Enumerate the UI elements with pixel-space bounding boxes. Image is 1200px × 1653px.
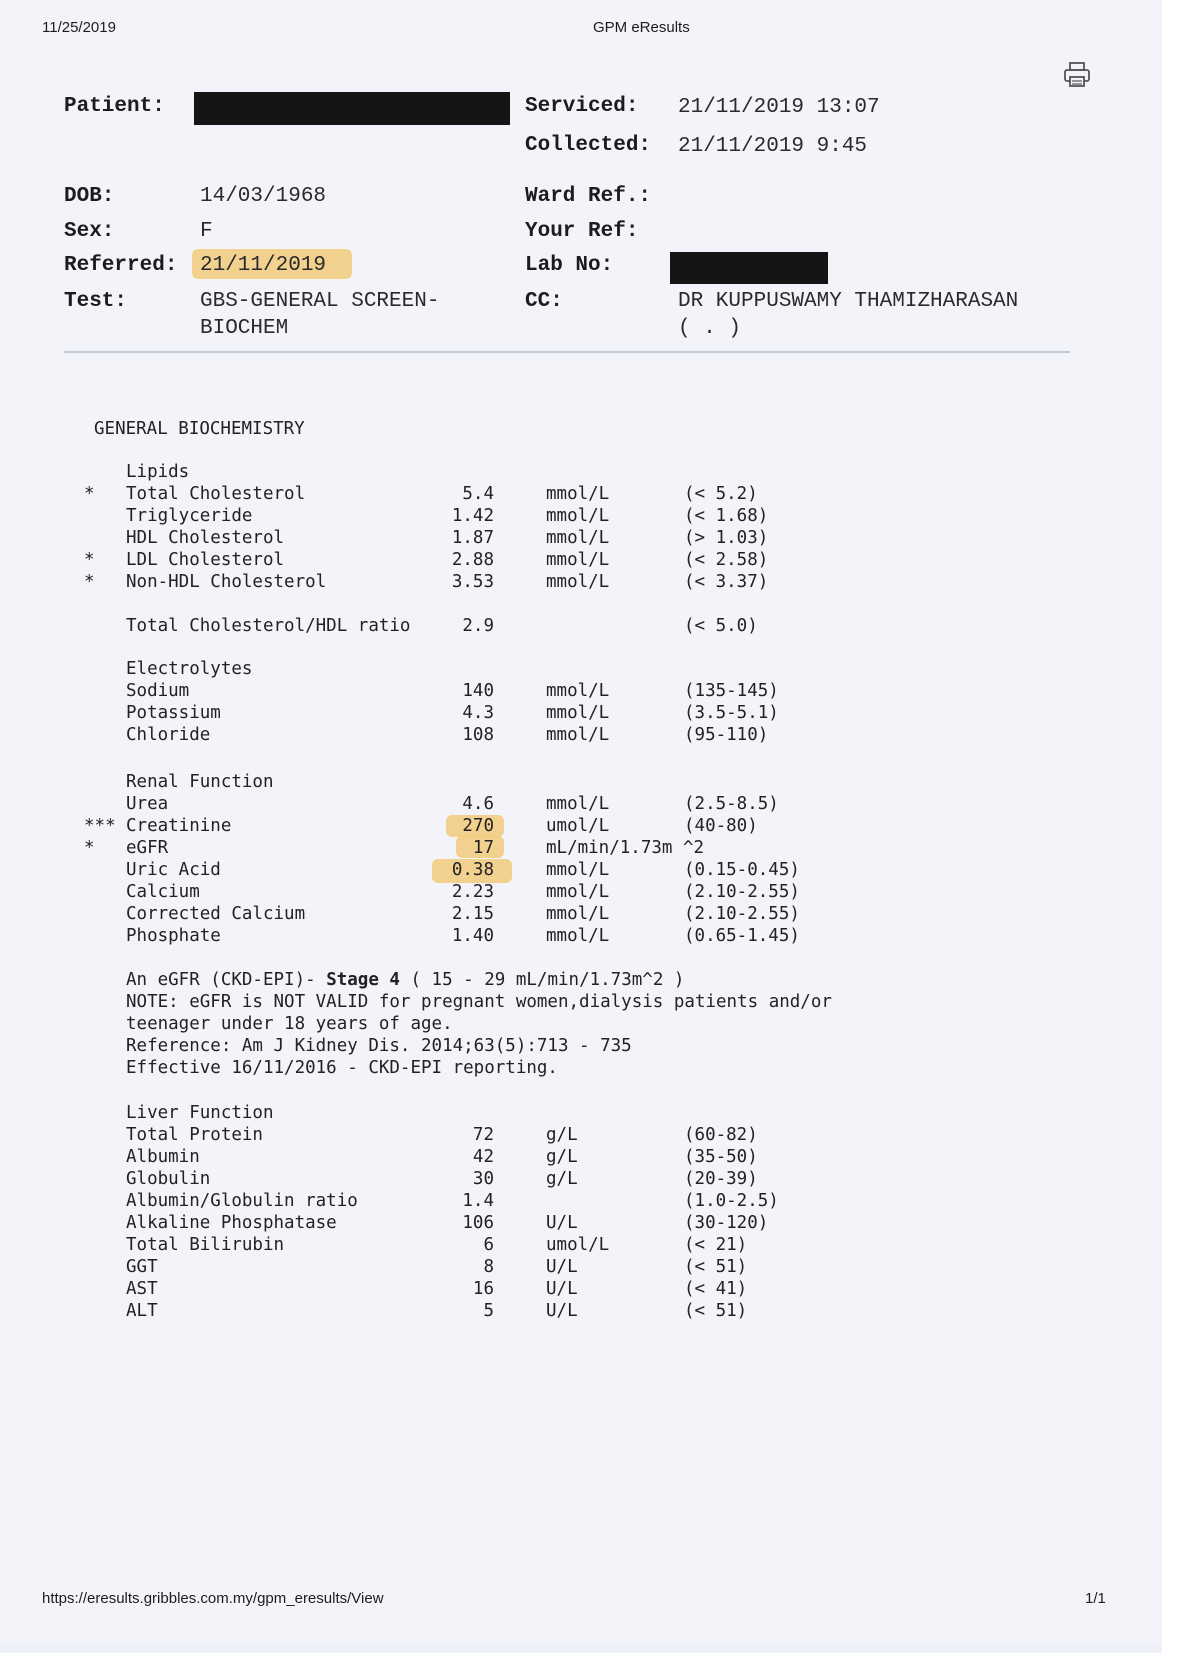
result-unit: g/L: [546, 1169, 578, 1189]
result-unit: mL/min/1.73m ^2: [546, 838, 705, 858]
result-name: Sodium: [126, 681, 190, 701]
test-value-line1: GBS-GENERAL SCREEN-: [200, 290, 440, 313]
result-name: Creatinine: [126, 816, 232, 836]
result-unit: umol/L: [546, 1235, 610, 1255]
result-unit: mmol/L: [546, 882, 610, 902]
result-range: (2.10-2.55): [684, 882, 800, 902]
result-range: (30-120): [684, 1213, 769, 1233]
result-unit: mmol/L: [546, 904, 610, 924]
result-unit: mmol/L: [546, 926, 610, 946]
result-value: 16: [472, 1279, 494, 1299]
result-name: ALT: [126, 1301, 158, 1321]
egfr-note-line2: NOTE: eGFR is NOT VALID for pregnant women,dialysis patients and/or: [126, 992, 832, 1012]
referred-label: Referred:: [64, 254, 178, 277]
result-value: 5: [483, 1301, 494, 1321]
result-unit: U/L: [546, 1213, 578, 1233]
result-range: (2.10-2.55): [684, 904, 800, 924]
referred-value: 21/11/2019: [200, 254, 327, 277]
result-unit: mmol/L: [546, 528, 610, 548]
result-name: Corrected Calcium: [126, 904, 306, 924]
result-range: (3.5-5.1): [684, 703, 779, 723]
collected-value: 21/11/2019 9:45: [678, 135, 868, 158]
patient-name-redaction: [194, 92, 510, 125]
result-name: Potassium: [126, 703, 221, 723]
result-flag: *: [84, 550, 95, 570]
result-value: 8: [483, 1257, 494, 1277]
sex-value: F: [200, 220, 213, 243]
result-range: (< 21): [684, 1235, 748, 1255]
result-name: Chloride: [126, 725, 211, 745]
result-range: (< 41): [684, 1279, 748, 1299]
printer-icon[interactable]: [1063, 62, 1091, 88]
ratio-range: (< 5.0): [684, 616, 758, 636]
result-value: 4.3: [462, 703, 494, 723]
result-value: 72: [472, 1125, 494, 1145]
result-name: Urea: [126, 794, 169, 814]
result-name: Calcium: [126, 882, 200, 902]
result-unit: U/L: [546, 1279, 578, 1299]
lab-number-redaction: [670, 252, 828, 284]
result-value: 106: [462, 1213, 494, 1233]
result-range: (35-50): [684, 1147, 758, 1167]
result-name: Phosphate: [126, 926, 221, 946]
result-value: 108: [462, 725, 494, 745]
egfr-stage: Stage 4: [326, 970, 400, 990]
result-unit: mmol/L: [546, 725, 610, 745]
print-date: 11/25/2019: [42, 19, 116, 36]
ward-ref-label: Ward Ref.:: [525, 185, 652, 208]
result-range: (135-145): [684, 681, 779, 701]
result-value: 140: [462, 681, 494, 701]
result-range: (0.15-0.45): [684, 860, 800, 880]
result-name: LDL Cholesterol: [126, 550, 285, 570]
dob-label: DOB:: [64, 185, 115, 208]
sex-label: Sex:: [64, 220, 115, 243]
your-ref-label: Your Ref:: [525, 220, 639, 243]
serviced-label: Serviced:: [525, 95, 639, 118]
result-unit: umol/L: [546, 816, 610, 836]
result-range: (< 3.37): [684, 572, 769, 592]
test-value-line2: BIOCHEM: [200, 317, 289, 340]
result-name: Albumin/Globulin ratio: [126, 1191, 358, 1211]
result-value: 270: [462, 816, 494, 836]
result-value: 2.15: [451, 904, 494, 924]
lab-no-label: Lab No:: [525, 254, 614, 277]
result-value: 30: [472, 1169, 494, 1189]
egfr-note-post: ( 15 - 29 mL/min/1.73m^2 ): [399, 970, 685, 990]
result-name: Total Protein: [126, 1125, 263, 1145]
result-range: (20-39): [684, 1169, 758, 1189]
egfr-note-line3: teenager under 18 years of age.: [126, 1014, 453, 1034]
header-divider: [64, 351, 1070, 353]
result-name: AST: [126, 1279, 158, 1299]
result-value: 0.38: [451, 860, 494, 880]
result-name: Non-HDL Cholesterol: [126, 572, 327, 592]
result-flag: ***: [84, 816, 116, 836]
egfr-note-line1: [126, 970, 684, 990]
result-value: 2.88: [451, 550, 494, 570]
result-value: 3.53: [451, 572, 494, 592]
result-name: GGT: [126, 1257, 158, 1277]
print-page-number: 1/1: [1085, 1590, 1106, 1607]
result-range: (< 51): [684, 1257, 748, 1277]
collected-label: Collected:: [525, 134, 652, 157]
result-value: 1.87: [451, 528, 494, 548]
result-unit: mmol/L: [546, 860, 610, 880]
result-range: (40-80): [684, 816, 758, 836]
ratio-value: 2.9: [462, 616, 494, 636]
group-title-lipids: Lipids: [126, 462, 190, 482]
result-unit: g/L: [546, 1147, 578, 1167]
result-unit: mmol/L: [546, 681, 610, 701]
result-unit: mmol/L: [546, 572, 610, 592]
result-value: 1.40: [451, 926, 494, 946]
result-unit: mmol/L: [546, 550, 610, 570]
result-value: 5.4: [462, 484, 494, 504]
cc-label: CC:: [525, 290, 563, 313]
result-range: (> 1.03): [684, 528, 769, 548]
result-range: (1.0-2.5): [684, 1191, 779, 1211]
result-range: (< 1.68): [684, 506, 769, 526]
result-name: Triglyceride: [126, 506, 253, 526]
result-range: (60-82): [684, 1125, 758, 1145]
result-name: Alkaline Phosphatase: [126, 1213, 337, 1233]
result-unit: g/L: [546, 1125, 578, 1145]
result-range: (2.5-8.5): [684, 794, 779, 814]
group-title-liver: Liver Function: [126, 1103, 274, 1123]
test-label: Test:: [64, 290, 128, 313]
result-unit: mmol/L: [546, 506, 610, 526]
page-edge: [1162, 0, 1200, 1653]
result-range: (95-110): [684, 725, 769, 745]
result-range: (0.65-1.45): [684, 926, 800, 946]
dob-value: 14/03/1968: [200, 185, 327, 208]
result-name: Albumin: [126, 1147, 200, 1167]
result-name: HDL Cholesterol: [126, 528, 285, 548]
result-name: Total Bilirubin: [126, 1235, 285, 1255]
serviced-value: 21/11/2019 13:07: [678, 96, 880, 119]
result-value: 6: [483, 1235, 494, 1255]
egfr-note-line5: Effective 16/11/2016 - CKD-EPI reporting.: [126, 1058, 558, 1078]
result-name: Uric Acid: [126, 860, 221, 880]
result-name: eGFR: [126, 838, 169, 858]
result-name: Globulin: [126, 1169, 211, 1189]
result-unit: mmol/L: [546, 484, 610, 504]
result-value: 1.4: [462, 1191, 494, 1211]
cc-value-line2: ( . ): [678, 317, 742, 340]
result-flag: *: [84, 572, 95, 592]
patient-label: Patient:: [64, 95, 165, 118]
result-name: Total Cholesterol: [126, 484, 306, 504]
print-url: https://eresults.gribbles.com.my/gpm_eresults/View: [42, 1590, 384, 1607]
group-title-renal: Renal Function: [126, 772, 274, 792]
ratio-name: Total Cholesterol/HDL ratio: [126, 616, 411, 636]
result-value: 42: [472, 1147, 494, 1167]
result-value: 2.23: [451, 882, 494, 902]
group-title-electrolytes: Electrolytes: [126, 659, 253, 679]
result-range: (< 5.2): [684, 484, 758, 504]
result-flag: *: [84, 838, 95, 858]
result-range: (< 51): [684, 1301, 748, 1321]
cc-value-line1: DR KUPPUSWAMY THAMIZHARASAN: [678, 290, 1019, 313]
result-value: 4.6: [462, 794, 494, 814]
print-title: GPM eResults: [593, 19, 690, 36]
result-unit: U/L: [546, 1257, 578, 1277]
egfr-note-line4: Reference: Am J Kidney Dis. 2014;63(5):713 - 735: [126, 1036, 632, 1056]
result-range: (< 2.58): [684, 550, 769, 570]
section-title: GENERAL BIOCHEMISTRY: [94, 419, 305, 439]
egfr-note-pre: An eGFR (CKD-EPI)-: [126, 970, 327, 990]
result-flag: *: [84, 484, 95, 504]
result-unit: mmol/L: [546, 794, 610, 814]
result-unit: U/L: [546, 1301, 578, 1321]
result-value: 1.42: [451, 506, 494, 526]
result-value: 17: [472, 838, 494, 858]
result-unit: mmol/L: [546, 703, 610, 723]
